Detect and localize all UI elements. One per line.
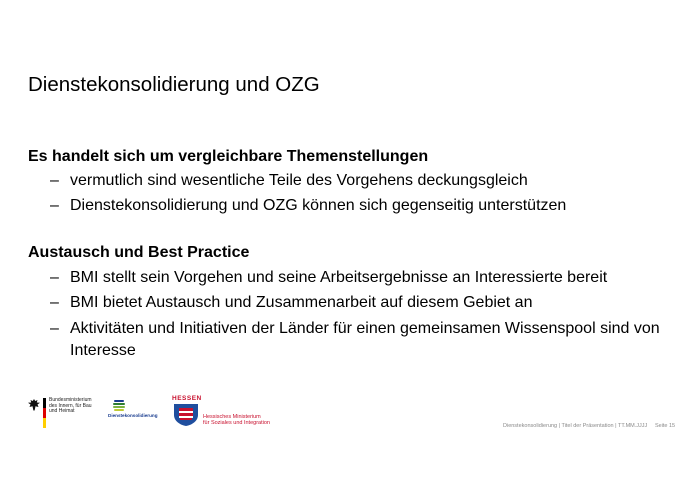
bullet-text: BMI bietet Austausch und Zusammenarbeit auf diesem Gebiet an bbox=[70, 294, 533, 311]
hessen-wordmark: HESSEN bbox=[172, 395, 202, 402]
bullet-item bbox=[50, 195, 670, 217]
bmi-logo bbox=[27, 398, 97, 428]
footer-presentation-info: Dienstekonsolidierung | Titel der Präsentation | TT.MM.JJJJ bbox=[503, 423, 648, 429]
hessen-logo bbox=[170, 395, 280, 431]
dienstekonsolidierung-logo bbox=[108, 397, 158, 423]
federal-eagle-icon bbox=[27, 398, 41, 412]
section-heading-1: Es handelt sich um vergleichbare Themenstellungen bbox=[28, 148, 429, 165]
bullet-dash: – bbox=[50, 269, 59, 286]
dienstekonsolidierung-mark bbox=[111, 397, 127, 413]
hessen-ministry-line-1: Hessisches Ministerium bbox=[203, 414, 261, 420]
bullet-item bbox=[50, 292, 670, 314]
hessen-ministry-text bbox=[203, 414, 270, 426]
footer-page-number: Seite 15 bbox=[654, 423, 676, 429]
hessen-shield-icon bbox=[172, 403, 200, 427]
dk-logo-text: Dienstekonsolidierung bbox=[108, 413, 158, 418]
hessen-ministry-line-2: für Soziales und Integration bbox=[203, 420, 270, 426]
bullet-dash: – bbox=[50, 172, 59, 189]
slide-title: Dienstekonsolidierung und OZG bbox=[28, 73, 320, 96]
bullet-text: Dienstekonsolidierung und OZG können sich gegenseitig unterstützen bbox=[70, 197, 567, 214]
bullet-text: BMI stellt sein Vorgehen und seine Arbeitsergebnisse an Interessierte bereit bbox=[70, 269, 608, 286]
bullet-item bbox=[50, 170, 670, 192]
bullet-text: vermutlich sind wesentliche Teile des Vorgehens deckungsgleich bbox=[70, 172, 528, 189]
section-heading-2: Austausch und Best Practice bbox=[28, 244, 250, 261]
bullet-dash: – bbox=[50, 320, 59, 337]
footer-slide-info bbox=[503, 423, 675, 429]
bullet-item bbox=[50, 318, 660, 362]
bullet-dash: – bbox=[50, 294, 59, 311]
german-flag-bar bbox=[43, 398, 46, 428]
bullet-text: Aktivitäten und Initiativen der Länder für einen gemeinsamen Wissenspool sind von Interesse bbox=[70, 320, 660, 359]
bullet-dash: – bbox=[50, 197, 59, 214]
bullet-item bbox=[50, 267, 670, 289]
bmi-logo-text: Bundesministerium des Innern, für Bau und Heimat bbox=[49, 397, 92, 415]
